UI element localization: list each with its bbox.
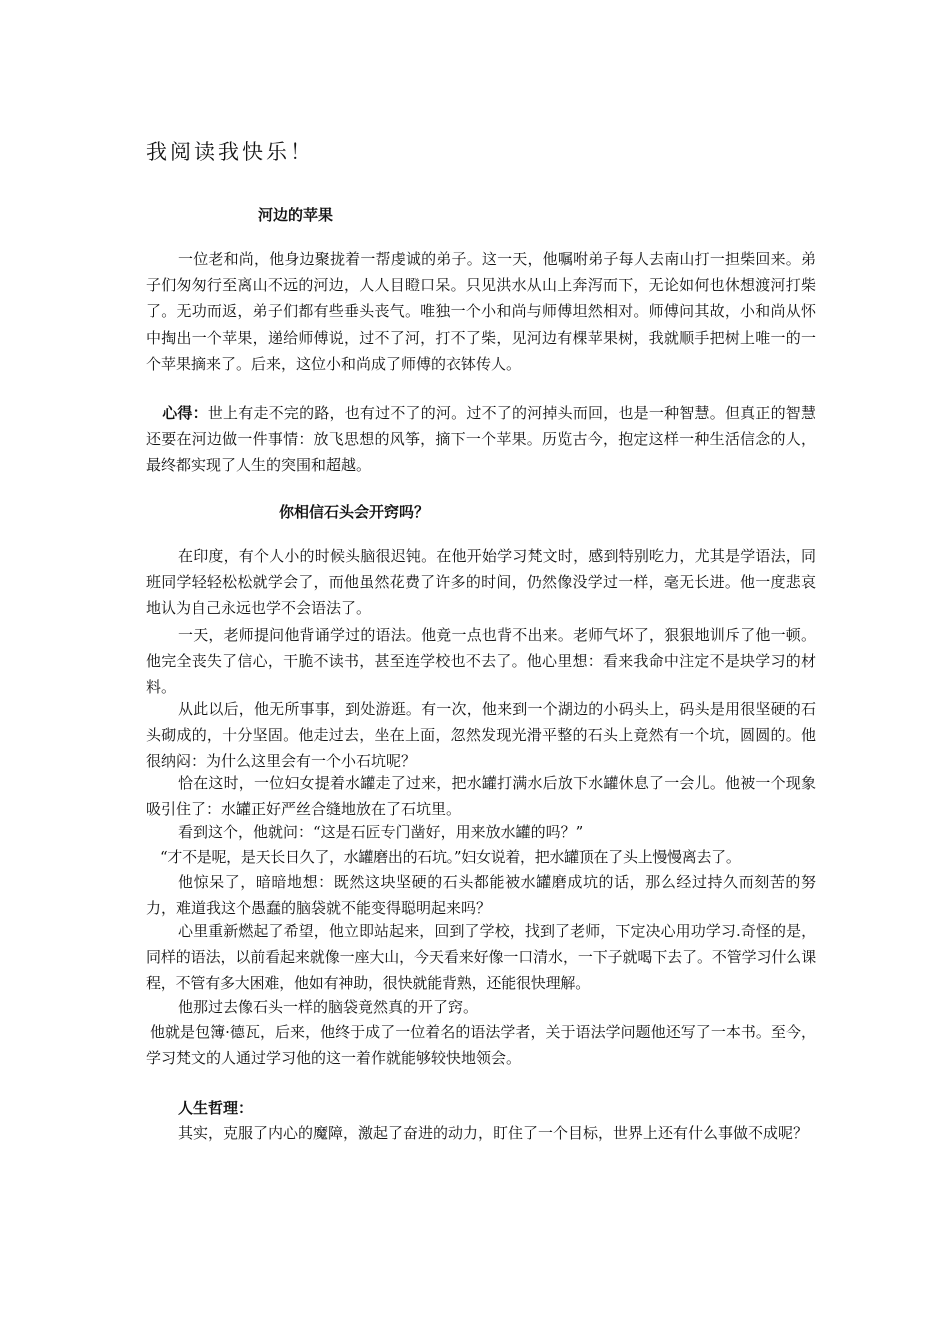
story2-paragraph: 他惊呆了，暗暗地想：既然这块坚硬的石头都能被水罐磨成坑的话，那么经过持久而刻苦的努力，难道我这个愚蠢的脑袋就不能变得聪明起来吗？ bbox=[146, 873, 816, 918]
story2-title: 你相信石头会开窍吗？ bbox=[279, 503, 430, 521]
page-title: 我阅读我快乐！ bbox=[146, 140, 314, 164]
story2-paragraph: 看到这个，他就问：“这是石匠专门凿好，用来放水罐的吗？” bbox=[178, 823, 584, 841]
story2-paragraph: 在印度，有个人小的时候头脑很迟钝。在他开始学习梵文时，感到特别吃力，尤其是学语法，同班同学轻轻松松就学会了，而他虽然花费了许多的时间，仍然像没学过一样，毫无长进。他一度悲哀地认为自己永远也学不会语法了。 bbox=[146, 547, 816, 618]
story1-body: 一位老和尚，他身边聚拢着一帮虔诚的弟子。这一天，他嘱咐弟子每人去南山打一担柴回来。弟子们匆匆行至离山不远的河边，人人目瞪口呆。只见洪水从山上奔泻而下，无论如何也休想渡河打柴了。无功而返，弟子们都有些垂头丧气。唯独一个小和尚与师傅坦然相对。师傅问其故，小和尚从怀中掏出一个苹果，递给师傅说，过不了河，打不了柴，见河边有棵苹果树，我就顺手把树上唯一的一个苹果摘来了。后来，这位小和尚成了师傅的衣钵传人。 bbox=[146, 250, 816, 373]
story2-paragraph: 他就是包簿·德瓦，后来，他终于成了一位着名的语法学者，关于语法学问题他还写了一本书。至今，学习梵文的人通过学习他的这一着作就能够较快地领会。 bbox=[146, 1023, 816, 1068]
story2-paragraph: 从此以后，他无所事事，到处游逛。有一次，他来到一个湖边的小码头上，码头是用很坚硬的石头砌成的，十分坚固。他走过去，坐在上面，忽然发现光滑平整的石头上竟然有一个坑，圆圆的。他很纳闷：为什么这里会有一个小石坑呢？ bbox=[146, 700, 816, 771]
philosophy-heading: 人生哲理： bbox=[178, 1099, 254, 1117]
story2-paragraph: 一天，老师提问他背诵学过的语法。他竟一点也背不出来。老师气坏了，狠狠地训斥了他一顿。他完全丧失了信心，干脆不读书，甚至连学校也不去了。他心里想：看来我命中注定不是块学习的材料。 bbox=[146, 626, 816, 697]
story2-paragraph: 恰在这时，一位妇女提着水罐走了过来，把水罐打满水后放下水罐休息了一会儿。他被一个现象吸引住了：水罐正好严丝合缝地放在了石坑里。 bbox=[146, 774, 816, 819]
story2-paragraph: 他那过去像石头一样的脑袋竟然真的开了窍。 bbox=[178, 998, 479, 1016]
story2-paragraph: “才不是呢，是天长日久了，水罐磨出的石坑。”妇女说着，把水罐顶在了头上慢慢离去了。 bbox=[160, 848, 741, 866]
story1-insight bbox=[146, 400, 816, 479]
story2-paragraph: 心里重新燃起了希望，他立即站起来，回到了学校，找到了老师，下定决心用功学习.奇怪的是，同样的语法，以前看起来就像一座大山，今天看来好像一口清水，一下子就喝下去了。不管学习什么课程，不管有多大困难，他如有神助，很快就能背熟，还能很快理解。 bbox=[146, 922, 816, 993]
story1-title: 河边的苹果 bbox=[258, 206, 334, 224]
insight-text: 世上有走不完的路，也有过不了的河。过不了的河掉头而回，也是一种智慧。但真正的智慧还要在河边做一件事情：放飞思想的风筝，摘下一个苹果。历览古今，抱定这样一种生活信念的人，最终都实现了人生的突围和超越。 bbox=[146, 404, 816, 475]
philosophy-text: 其实，克服了内心的魔障，激起了奋进的动力，盯住了一个目标，世界上还有什么事做不成呢？ bbox=[178, 1124, 809, 1142]
insight-label: 心得： bbox=[162, 404, 208, 422]
